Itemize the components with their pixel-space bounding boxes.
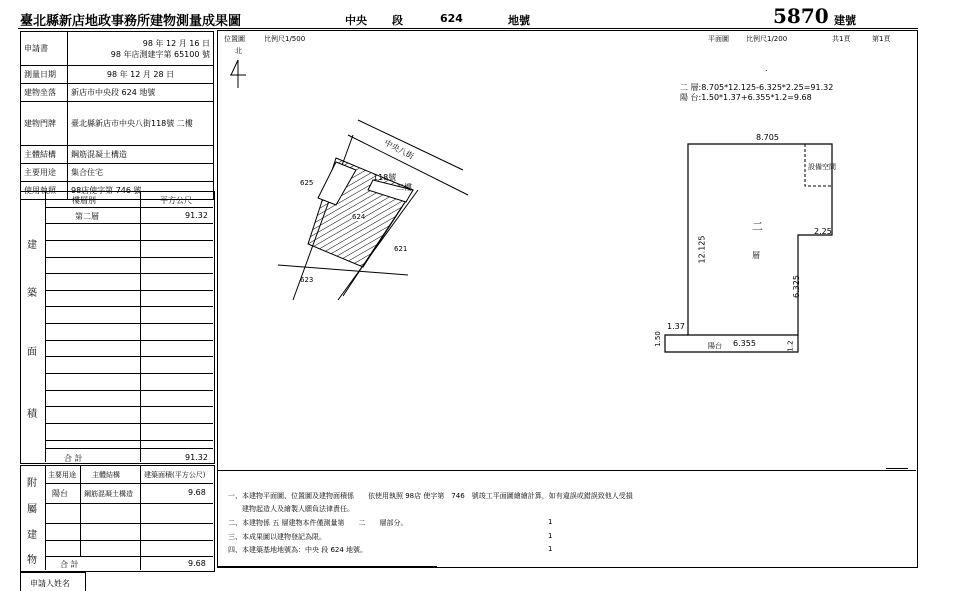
use-value: 集合住宅 (68, 164, 214, 182)
area-row-line (45, 290, 213, 291)
location-map-scale: 比例尺1/500 (264, 35, 306, 43)
attached-use: 陽台 (52, 489, 68, 498)
attached-divider-3 (140, 465, 141, 570)
attached-row-line (45, 540, 213, 541)
area-row-line (45, 390, 213, 391)
note-4: 四、本建築基地地號為：中央 段 624 地號。 (228, 546, 368, 554)
note-mark-2: 1 (548, 532, 553, 540)
survey-date-label: 測量日期 (21, 66, 68, 84)
dim-step-width: 2.25 (814, 227, 832, 236)
dim-step-height: 6.325 (791, 275, 801, 298)
license-value: 98店使字第 746 號 (68, 182, 214, 200)
location-map (218, 30, 678, 330)
attached-divider-1 (45, 465, 46, 570)
applicant-label: 申請書 (21, 32, 68, 66)
area-row-line (45, 323, 213, 324)
total-label: 合 計 (64, 454, 83, 463)
building-number: 5870 (773, 4, 829, 28)
document-title: 臺北縣新店地政事務所建物測量成果圖 (20, 14, 242, 29)
attached-row-line (45, 556, 213, 557)
attached-side-char-4: 物 (27, 555, 37, 566)
attached-side-char-3: 建 (27, 530, 37, 541)
notes-top-rule (217, 470, 916, 471)
map-address-label: 118號 (373, 173, 397, 182)
area-side-char-1: 建 (27, 240, 37, 251)
lot-623: 623 (300, 276, 314, 284)
floor-plan-label: 平面圖 (708, 35, 729, 43)
license-label: 使用執照 (21, 182, 68, 200)
location-label: 建物坐落 (21, 84, 68, 102)
area-row-line (45, 373, 213, 374)
note-mark-3: 1 (548, 545, 553, 553)
applicant-name-label: 申請人姓名 (30, 579, 70, 588)
area-row-line (45, 340, 213, 341)
map-floor-label: 二樓 (396, 183, 412, 192)
page-total: 共1頁 (832, 35, 851, 43)
attached-row-line (45, 523, 213, 524)
note-3: 三、本成果圖以建物登記為限。 (228, 533, 326, 541)
dim-height-left: 12.125 (697, 235, 707, 264)
survey-date: 98 年 12 月 28 日 (68, 66, 214, 84)
plan-dot: . (765, 64, 768, 73)
applicant-ref: 98 年店測建字第 65100 號 (110, 49, 210, 59)
area-row-line (45, 406, 213, 407)
area-col-header-sqm: 平方公尺 (160, 196, 192, 205)
structure-value: 鋼筋混凝土構造 (68, 146, 214, 164)
area-calc-balcony: 陽 台:1.50*1.37+6.355*1.2=9.68 (680, 93, 812, 102)
void-label: 設備空間 (808, 163, 836, 171)
attached-total: 9.68 (188, 559, 206, 568)
area-row-line (45, 356, 213, 357)
lot-624: 624 (352, 213, 366, 221)
balcony-label: 陽台 (708, 342, 722, 350)
notes-short-rule (886, 468, 908, 469)
lot-621: 621 (394, 245, 408, 253)
floor-name: 第二層 (75, 212, 99, 221)
lot-625: 625 (300, 179, 314, 187)
attached-header-area: 建築面積(平方公尺) (144, 471, 206, 479)
section-name: 中央 (345, 14, 367, 27)
area-col-header-floor: 樓層別 (72, 196, 96, 205)
area-row-line (45, 440, 213, 441)
area-side-char-2: 築 (27, 288, 37, 299)
north-arrow-icon (230, 60, 246, 88)
balcony-outline (665, 335, 798, 352)
dim-balcony-width: 6.355 (733, 339, 756, 348)
road-label: 中央八街 (382, 138, 416, 161)
registration-form (20, 31, 214, 200)
parcel-number: 624 (440, 12, 463, 25)
attached-side-char-2: 屬 (27, 504, 37, 515)
attached-structure: 鋼筋混凝土構造 (84, 490, 133, 498)
area-row-line (45, 240, 213, 241)
area-row-line (45, 423, 213, 424)
area-row-line (45, 448, 213, 449)
floor-area: 91.32 (185, 211, 208, 220)
applicant-name-box (20, 572, 86, 591)
area-row-line (45, 223, 213, 224)
address-label: 建物門牌 (21, 102, 68, 146)
location-value: 新店市中央段 624 地號 (68, 84, 214, 102)
attached-area: 9.68 (188, 488, 206, 497)
area-row-line (45, 306, 213, 307)
dim-balcony-left: 1.50 (653, 331, 662, 347)
total-area: 91.32 (185, 453, 208, 462)
attached-side-char-1: 附 (27, 478, 37, 489)
note-2: 二、本建物係 五 層建物本件僅測量第 二 層部分。 (228, 519, 408, 527)
attached-total-label: 合 計 (60, 560, 79, 569)
note-1-cont: 建物起造人及繪製人願負法律責任。 (228, 505, 354, 513)
note-mark-1: 1 (548, 518, 553, 526)
page-number: 第1頁 (872, 35, 891, 43)
note-1: 一、本建物平面圖、位置圖及建物面積係 依使用執照 98店 使字第 746 號竣工平面圖繪繪計算，如有違誤或錯誤致他人受損 (228, 492, 633, 500)
dim-balcony-depth: 1.37 (667, 322, 685, 331)
attached-header-use: 主要用途 (48, 471, 76, 479)
floor-char-2: 層 (752, 251, 760, 260)
location-map-label: 位置圖 (224, 35, 245, 43)
floor-plan-scale: 比例尺1/200 (746, 35, 788, 43)
attached-header-structure: 主體結構 (92, 471, 120, 479)
building-suffix: 建號 (834, 14, 856, 27)
dim-balcony-right: 1.2 (786, 340, 795, 352)
area-row-line (45, 273, 213, 274)
structure-label: 主體結構 (21, 146, 68, 164)
address-value: 臺北縣新店市中央八街118號 二樓 (68, 102, 214, 146)
parcel-suffix: 地號 (508, 14, 530, 27)
frame-top-rule (18, 28, 918, 29)
attached-row-line (45, 483, 213, 484)
dim-width-top: 8.705 (756, 133, 779, 142)
applicant-date: 98 年 12 月 16 日 (142, 38, 210, 48)
area-calc-floor: 二 層:8.705*12.125-6.325*2.25=91.32 (680, 83, 834, 92)
floor-outline (688, 144, 832, 335)
use-label: 主要用途 (21, 164, 68, 182)
attached-divider-2 (80, 465, 81, 557)
area-side-char-3: 面 (27, 347, 37, 358)
area-row-line (45, 257, 213, 258)
floor-char: 二 (752, 220, 763, 233)
area-row-line (45, 207, 213, 208)
area-col-divider-1 (45, 191, 46, 462)
notes-bottom-rule (217, 566, 437, 567)
attached-row-line (45, 503, 213, 504)
area-col-divider-2 (140, 191, 141, 462)
section-duan: 段 (392, 14, 403, 27)
north-label: 北 (235, 47, 242, 55)
area-side-char-4: 積 (27, 409, 37, 420)
